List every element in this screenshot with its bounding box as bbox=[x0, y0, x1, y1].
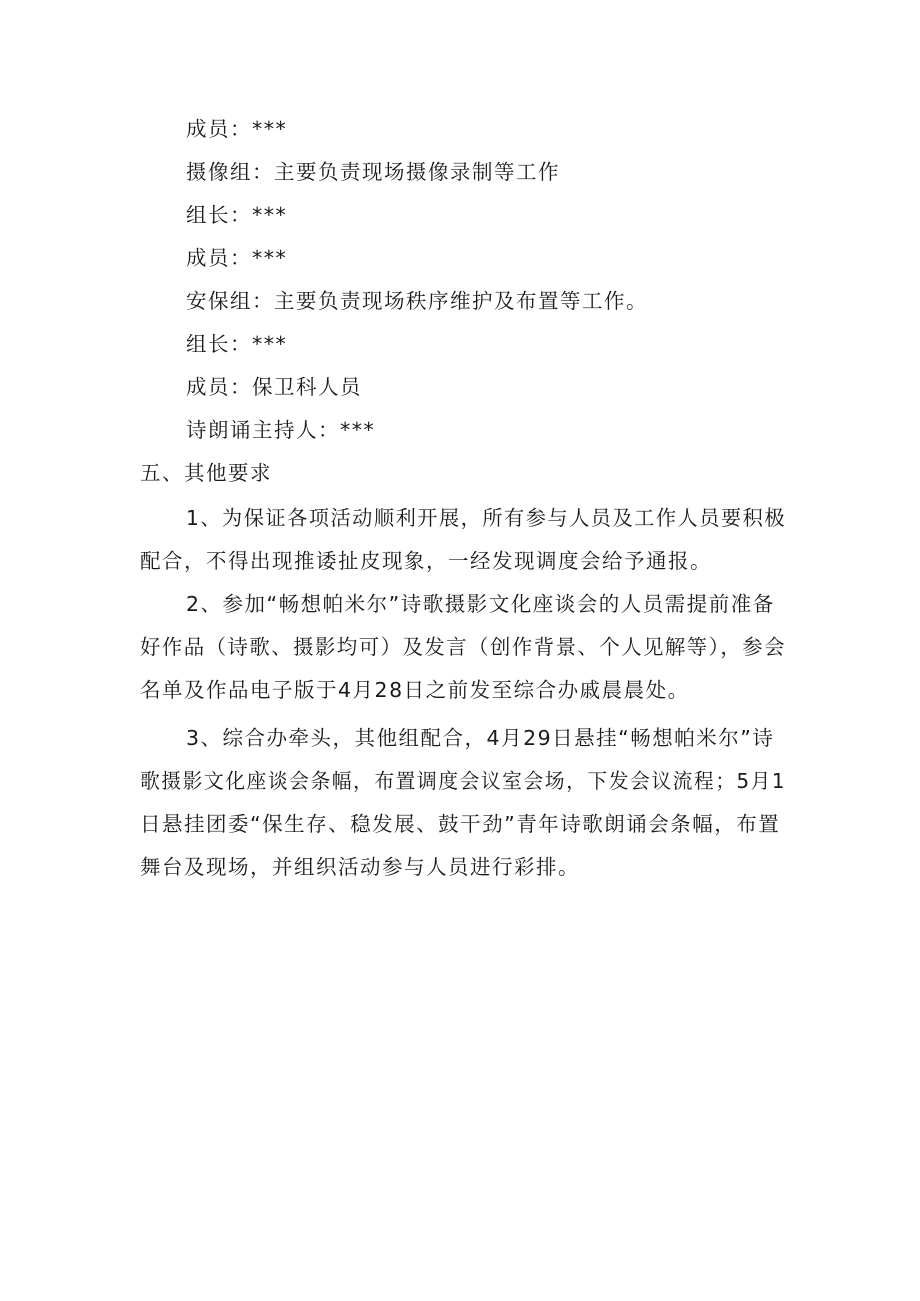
item2-line3: 名单及作品电子版于4月28日之前发至综合办戚晨晨处。 bbox=[140, 678, 690, 702]
security-group-line: 安保组：主要负责现场秩序维护及布置等工作。 bbox=[186, 289, 648, 313]
item3-line4: 舞台及现场，并组织活动参与人员进行彩排。 bbox=[140, 855, 580, 879]
leader-line: 组长：*** bbox=[186, 203, 288, 227]
camera-group-line: 摄像组：主要负责现场摄像录制等工作 bbox=[186, 160, 560, 184]
item3-line3: 日悬挂团委“保生存、稳发展、鼓干劲”青年诗歌朗诵会条幅，布置 bbox=[140, 812, 781, 836]
item3-line1: 3、综合办牵头，其他组配合，4月29日悬挂“畅想帕米尔”诗 bbox=[186, 726, 775, 750]
section-heading: 五、其他要求 bbox=[140, 461, 272, 485]
item1-line1: 1、为保证各项活动顺利开展，所有参与人员及工作人员要积极 bbox=[186, 506, 787, 530]
member-line: 成员：保卫科人员 bbox=[186, 375, 362, 399]
item2-line2: 好作品（诗歌、摄影均可）及发言（创作背景、个人见解等），参会 bbox=[140, 635, 786, 659]
item2-line1: 2、参加“畅想帕米尔”诗歌摄影文化座谈会的人员需提前准备 bbox=[186, 592, 775, 616]
item1-line2: 配合，不得出现推诿扯皮现象，一经发现调度会给予通报。 bbox=[140, 549, 712, 573]
host-line: 诗朗诵主持人：*** bbox=[186, 418, 376, 442]
member-line: 成员：*** bbox=[186, 117, 288, 141]
member-line: 成员：*** bbox=[186, 246, 288, 270]
leader-line: 组长：*** bbox=[186, 332, 288, 356]
item3-line2: 歌摄影文化座谈会条幅，布置调度会议室会场，下发会议流程；5月1 bbox=[140, 769, 787, 793]
